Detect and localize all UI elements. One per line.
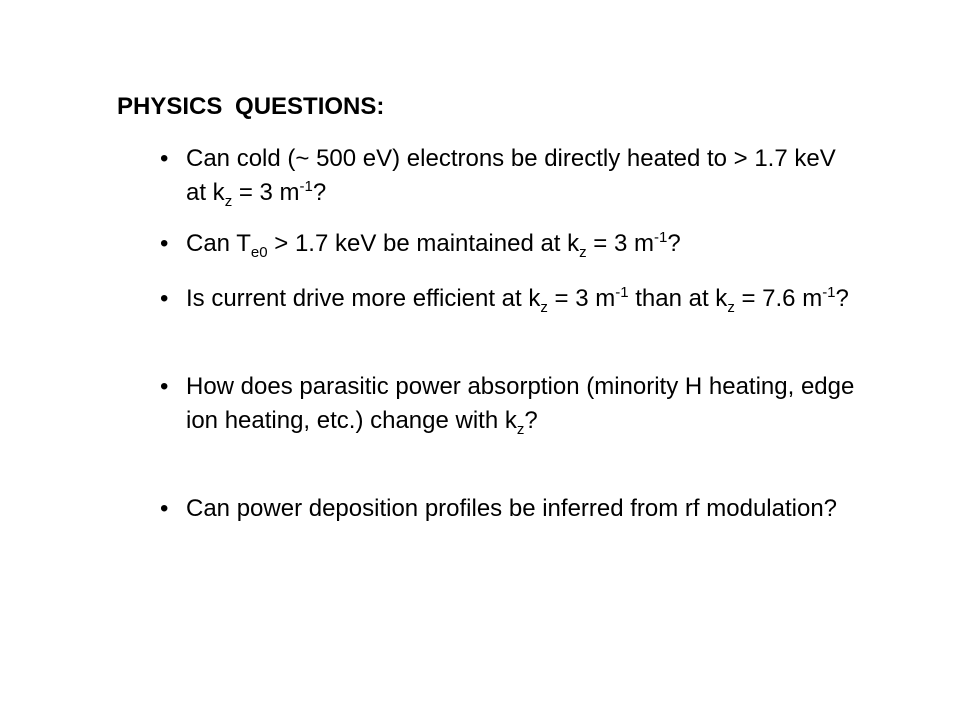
question-text-segment: = 3 m [232,179,300,206]
question-text-segment: Is current drive more efficient at k [186,285,541,312]
question-text-segment: > 1.7 keV be maintained at k [267,230,580,257]
bullet-point-icon: • [160,495,169,522]
question-text [186,282,860,316]
superscript: -1 [822,284,836,301]
subscript: e0 [250,243,268,261]
question-item [160,142,860,210]
superscript: -1 [654,229,668,246]
question-item [160,282,860,316]
question-text [186,370,860,438]
bullet-point-icon: • [160,373,169,400]
question-text-segment: = 7.6 m [734,285,823,312]
question-text-segment: = 3 m [547,285,616,312]
question-text-segment: ? [835,285,849,312]
question-text-segment: than at k [628,285,728,312]
bullet-point-icon: • [160,145,169,172]
question-item [160,227,860,261]
subscript: z [224,192,233,210]
question-text-segment: Can T [186,230,251,257]
question-text-segment: ? [312,179,327,206]
subscript: z [516,420,525,438]
question-item [160,492,860,526]
question-text [186,142,860,210]
bullet-point-icon: • [160,285,169,312]
question-text-segment: ? [667,230,681,257]
bullet-point-icon: • [160,230,169,257]
question-text [186,227,860,261]
question-item [160,370,860,438]
question-text-segment: Can cold (~ 500 eV) electrons be directly heated to > 1.7 keV at k [186,145,836,206]
question-text [186,492,860,526]
question-text-segment: Can power deposition profiles be inferred from rf modulation? [186,495,838,522]
subscript: z [579,243,587,261]
slide-heading: PHYSICS QUESTIONS: [117,93,385,120]
subscript: z [540,298,548,316]
subscript: z [727,298,735,316]
question-text-segment: How does parasitic power absorption (minority H heating, edge ion heating, etc.) change with k [186,373,855,434]
superscript: -1 [615,284,629,301]
question-text-segment: = 3 m [586,230,654,257]
superscript: -1 [299,178,313,195]
question-text-segment: ? [524,407,538,434]
